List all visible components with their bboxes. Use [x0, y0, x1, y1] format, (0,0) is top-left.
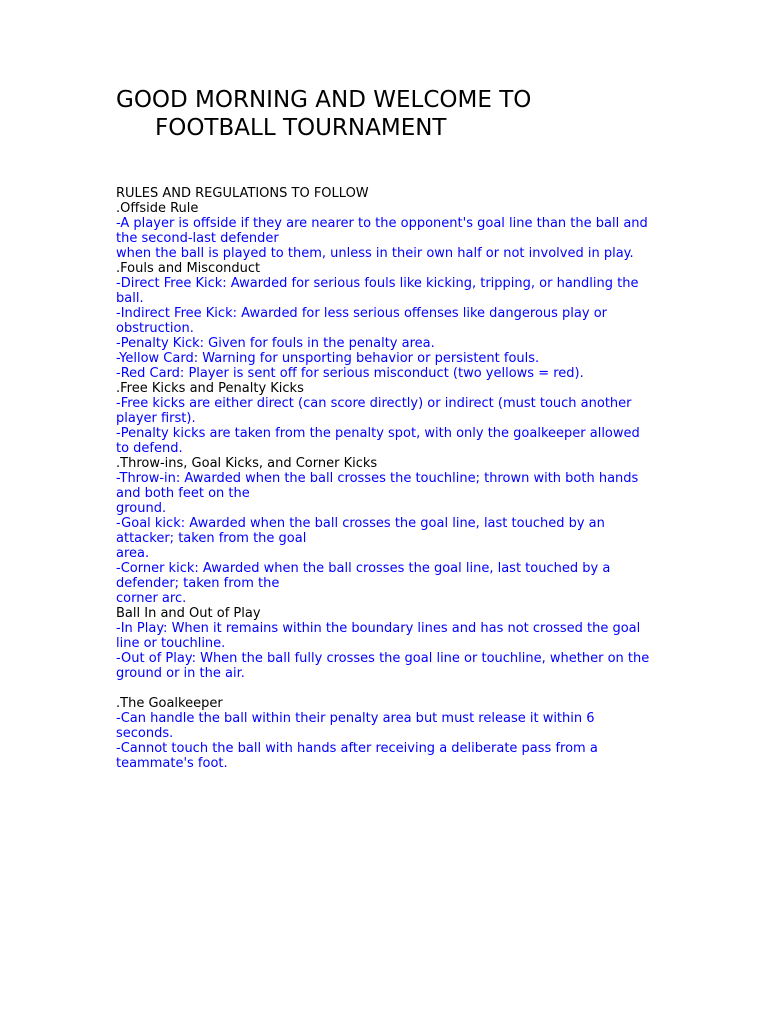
rule-text: -Can handle the ball within their penalty area but must release it within 6 seconds. — [116, 711, 595, 741]
rule-text: -Throw-in: Awarded when the ball crosses the touchline; thrown with both hands and both feet on the — [116, 471, 639, 501]
rule-text: -Penalty Kick: Given for fouls in the penalty area. — [116, 336, 435, 351]
title-line-1: GOOD MORNING AND WELCOME TO — [116, 87, 532, 113]
rule-text: -In Play: When it remains within the boundary lines and has not crossed the goal line or touchline. — [116, 621, 641, 651]
rule-text: -Corner kick: Awarded when the ball crosses the goal line, last touched by a defender; taken from the — [116, 561, 611, 591]
title-line-2: FOOTBALL TOURNAMENT — [155, 115, 447, 141]
rule-text: -Cannot touch the ball with hands after receiving a deliberate pass from a teammate's foot. — [116, 741, 598, 771]
rule-text: when the ball is played to them, unless in their own half or not involved in play. — [116, 246, 634, 261]
rule-text: -Indirect Free Kick: Awarded for less serious offenses like dangerous play or obstruction. — [116, 306, 608, 336]
rule-text: -Red Card: Player is sent off for serious misconduct (two yellows = red). — [116, 366, 584, 381]
intro-heading: RULES AND REGULATIONS TO FOLLOW — [116, 186, 369, 201]
section-heading-offside: .Offside Rule — [116, 201, 199, 216]
page-title — [116, 86, 652, 142]
section-heading-ball-in-out: Ball In and Out of Play — [116, 606, 261, 621]
rule-text: -Penalty kicks are taken from the penalty spot, with only the goalkeeper allowed to defend. — [116, 426, 640, 456]
section-heading-fouls: .Fouls and Misconduct — [116, 261, 261, 276]
rule-text: -Out of Play: When the ball fully crosses the goal line or touchline, whether on the ground or in the air. — [116, 651, 650, 681]
section-heading-throw-ins: .Throw-ins, Goal Kicks, and Corner Kicks — [116, 456, 378, 471]
document-body — [116, 186, 652, 771]
rule-text: -Direct Free Kick: Awarded for serious fouls like kicking, tripping, or handling the ball. — [116, 276, 639, 306]
rule-text: ground. — [116, 501, 167, 516]
rule-text: -Yellow Card: Warning for unsporting behavior or persistent fouls. — [116, 351, 540, 366]
rule-text: area. — [116, 546, 150, 561]
rule-text: -Goal kick: Awarded when the ball crosses the goal line, last touched by an attacker; taken from the goal — [116, 516, 605, 546]
rule-text: -A player is offside if they are nearer to the opponent's goal line than the ball and the second-last defender — [116, 216, 648, 246]
section-heading-goalkeeper: .The Goalkeeper — [116, 696, 223, 711]
rule-text: corner arc. — [116, 591, 187, 606]
section-heading-free-kicks: .Free Kicks and Penalty Kicks — [116, 381, 304, 396]
document-page — [116, 86, 652, 771]
rule-text: -Free kicks are either direct (can score directly) or indirect (must touch another player first). — [116, 396, 632, 426]
blank-line — [116, 681, 652, 696]
